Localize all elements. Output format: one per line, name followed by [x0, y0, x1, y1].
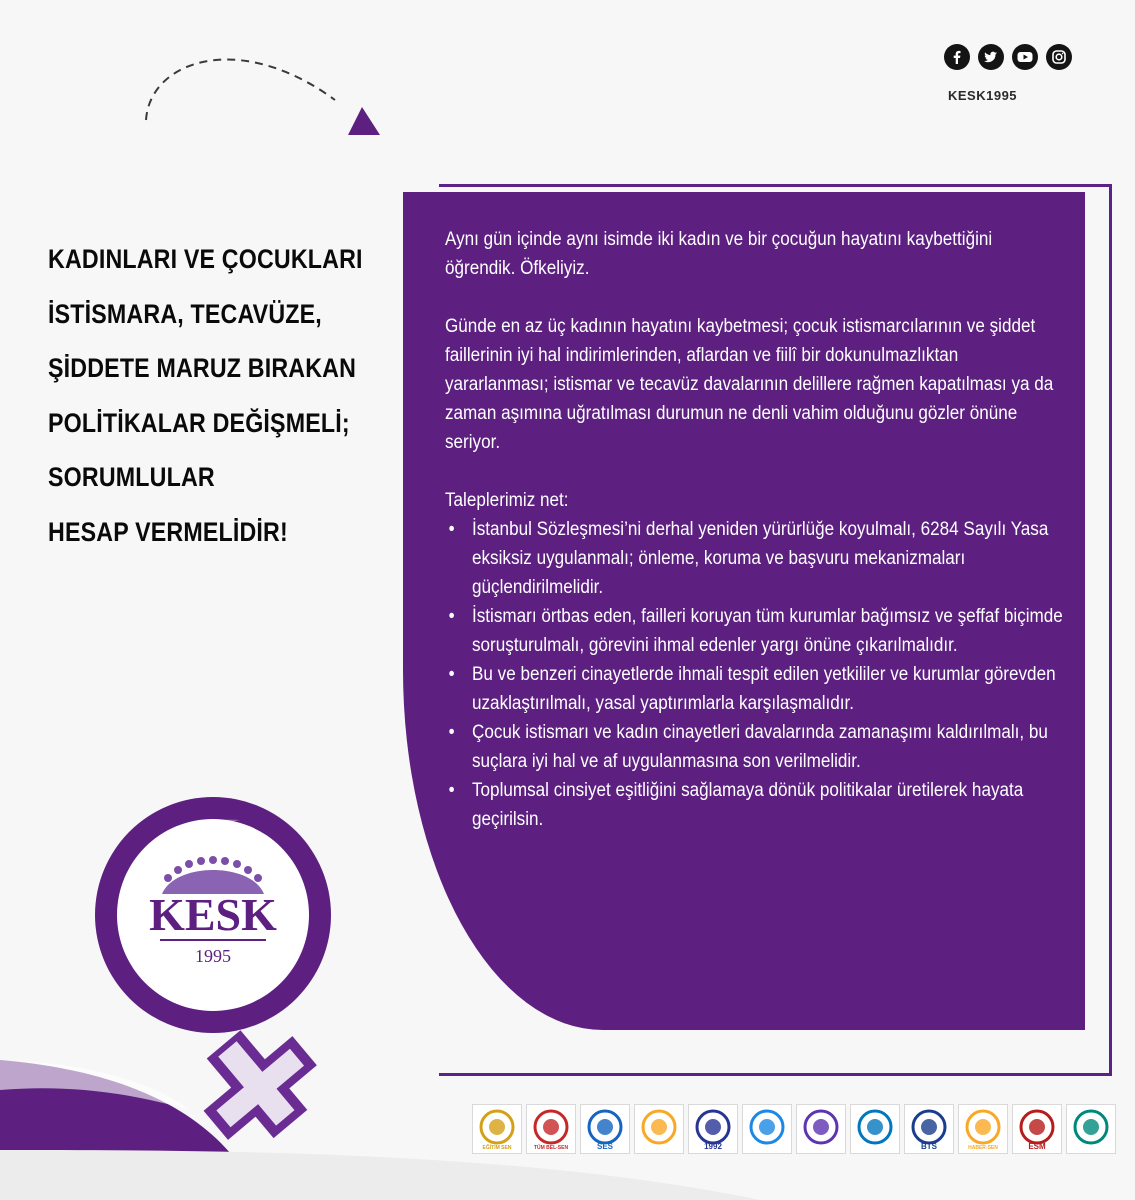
kesk-venus-logo [80, 790, 380, 1150]
union-label: EĞİTİM SEN [482, 1145, 512, 1151]
haber-sen-logo [958, 1104, 1008, 1154]
demand-item: • Bu ve benzeri cinayetlerde ihmali tespit edilen yetkililer ve kurumlar görevden uzaklaştırılmalı, yasal yaptırımlarla karşılaşmalıdır. [445, 660, 1064, 718]
demand-item: • Toplumsal cinsiyet eşitliğini sağlamaya dönük politikalar üretilerek hayata geçirilsin. [445, 776, 1064, 834]
tum-bel-sen-logo [526, 1104, 576, 1154]
union-logos [472, 1104, 1116, 1154]
demands-list [445, 515, 1064, 834]
logo-year: 1995 [195, 946, 231, 966]
headline-line: İSTİSMARA, TECAVÜZE, [48, 298, 322, 329]
headline [48, 232, 363, 559]
statement-text [445, 225, 1064, 834]
union-label: 1992 [704, 1142, 722, 1151]
union-label: TÜM BEL-SEN [533, 1145, 569, 1151]
instagram-icon[interactable] [1046, 44, 1072, 70]
headline-line: POLİTİKALAR DEĞİŞMELİ; [48, 407, 350, 438]
headline-line: HESAP VERMELİDİR! [48, 516, 288, 547]
demand-item: • Çocuk istismarı ve kadın cinayetleri davalarında zamanaşımı kaldırılmalı, bu suçlara iyi hal ve af uygulanmasına son verilmelidir. [445, 718, 1064, 776]
kultur-sanat-sen-logo [1066, 1104, 1116, 1154]
esm-logo [1012, 1104, 1062, 1154]
facebook-icon[interactable] [944, 44, 970, 70]
demand-item: • İstismarı örtbas eden, failleri koruyan tüm kurumlar bağımsız ve şeffaf biçimde soruşturulmalı, görevini ihmal edenler yargı önüne çıkarılmalıdır. [445, 602, 1064, 660]
demands-lead: Taleplerimiz net: [445, 490, 569, 511]
twitter-icon[interactable] [978, 44, 1004, 70]
bts-logo [904, 1104, 954, 1154]
headline-line: ŞİDDETE MARUZ BIRAKAN [48, 353, 357, 383]
enerji-yapi-yol-sen-logo [796, 1104, 846, 1154]
union-label: HABER-SEN [968, 1145, 998, 1151]
egitim-sen-logo [472, 1104, 522, 1154]
ses-logo [580, 1104, 630, 1154]
social-handle: KESK1995 [948, 88, 1018, 103]
ozgur-orman-sen-logo [850, 1104, 900, 1154]
tarim-orkam-sen-logo [634, 1104, 684, 1154]
buro-emekcileri-sen-logo [688, 1104, 738, 1154]
logo-text: KESK [149, 889, 277, 940]
dashed-arrow-icon [130, 40, 390, 150]
union-label: BTS [921, 1142, 937, 1151]
headline-line: SORUMLULAR [48, 462, 215, 492]
statement-paragraph: Aynı gün içinde aynı isimde iki kadın ve bir çocuğun hayatını kaybettiğini öğrendik. Öfkeliyiz. [445, 229, 993, 279]
union-label: SES [596, 1142, 614, 1151]
demand-item: • İstanbul Sözleşmesi’ni derhal yeniden yürürlüğe koyulmalı, 6284 Sayılı Yasa eksiksiz uygulanmalı; önleme, koruma ve başvuru mekanizmaları güçlendirilmelidir. [445, 515, 1064, 602]
union-label: ESM [1028, 1142, 1046, 1151]
youtube-icon[interactable] [1012, 44, 1038, 70]
headline-line: KADINLARI VE ÇOCUKLARI [48, 244, 363, 274]
statement-paragraph: Günde en az üç kadının hayatını kaybetmesi; çocuk istismarcılarının ve şiddet faillerinin iyi hal indirimlerinden, aflardan ve fiilî bir dokunulmazlıktan yararlanması; istismar ve tecavüz davalarının delillere rağmen kapatılması ya da zaman aşımına uğratılması durumun ne denli vahim olduğunu gözler önüne seriyor. [445, 316, 1054, 453]
yapi-yol-sen-logo [742, 1104, 792, 1154]
social-icons [944, 44, 1072, 70]
